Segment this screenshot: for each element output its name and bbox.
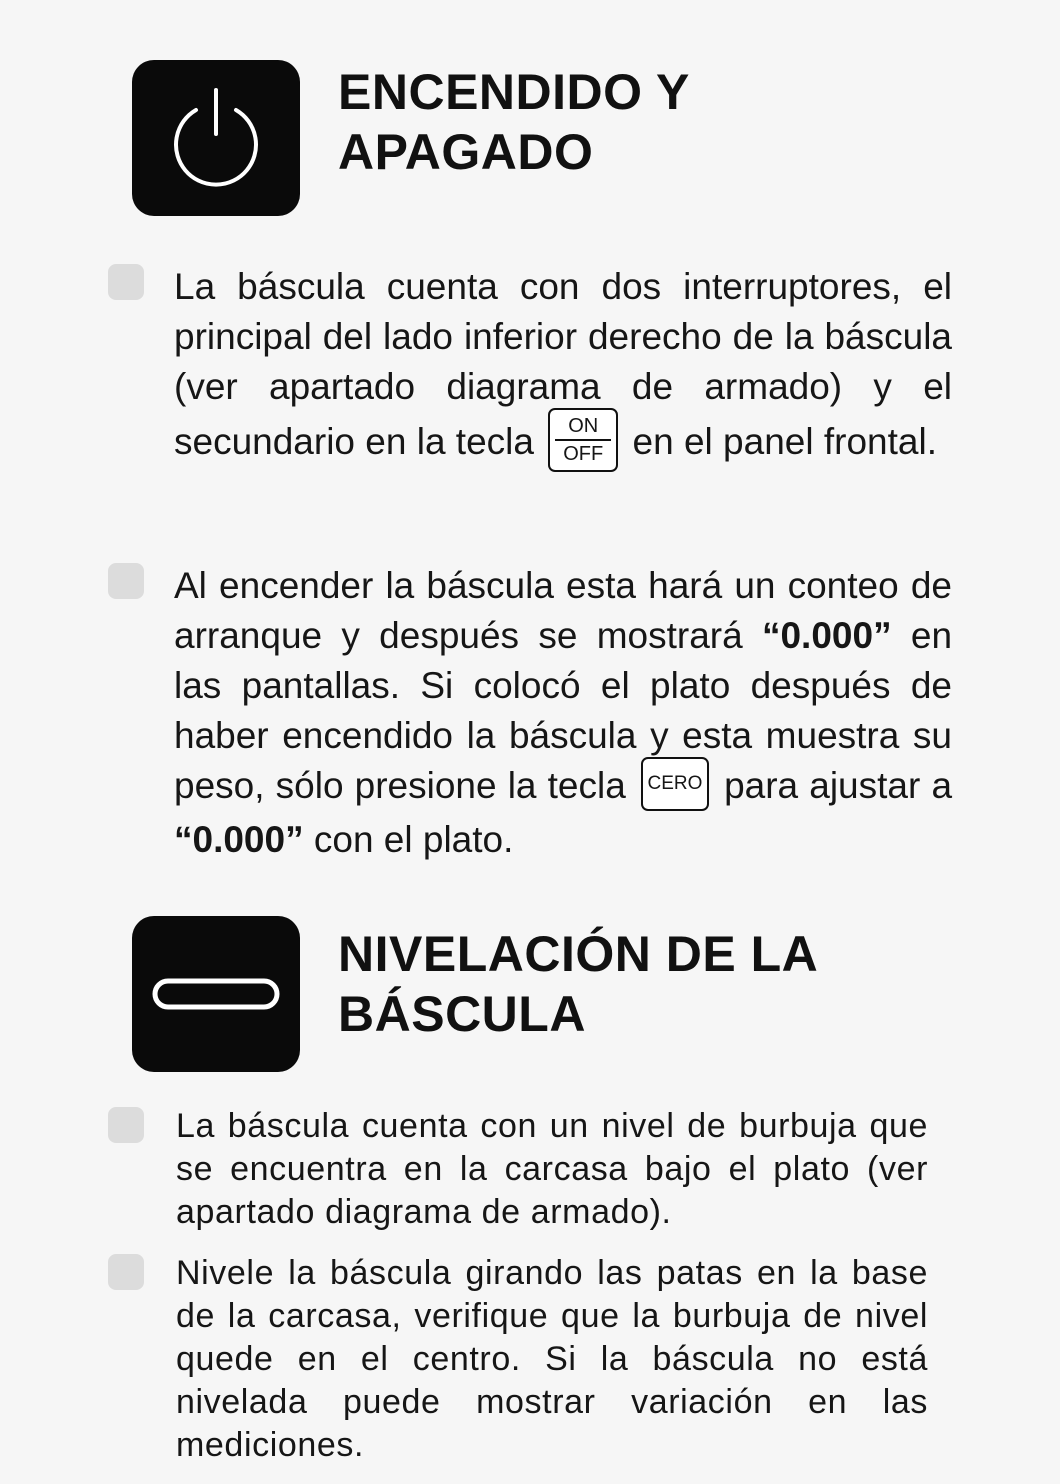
bullet xyxy=(108,1254,144,1290)
title-line: ENCENDIDO Y xyxy=(338,64,690,120)
title-line: BÁSCULA xyxy=(338,986,586,1042)
item-text: La báscula cuenta con un nivel de burbuja que se encuentra en la carcasa bajo el plato (ver apartado diagrama de armado). xyxy=(176,1107,928,1231)
title-line: APAGADO xyxy=(338,124,594,180)
list-item xyxy=(108,262,952,476)
bullet xyxy=(108,563,144,599)
section-title xyxy=(338,924,818,1044)
cero-key-icon: CERO xyxy=(641,757,709,811)
list-item xyxy=(108,561,952,865)
section-encendido xyxy=(132,60,690,216)
item-text: Al encender la báscula esta hará un conteo de arranque y después se mostrará “0.000” en las pantallas. Si colocó el plato después de haber encendido la báscula y esta muestra su peso, sólo presione la tecla CERO para ajustar a “0.000” con el plato. xyxy=(174,565,953,861)
bullet xyxy=(108,264,144,300)
bullet xyxy=(108,1107,144,1143)
on-off-key-icon: ON OFF xyxy=(548,408,618,472)
list-item xyxy=(108,1105,928,1234)
section-nivelacion xyxy=(132,916,818,1072)
section-title xyxy=(338,62,690,182)
level-bar-icon xyxy=(152,977,280,1011)
power-icon xyxy=(166,88,266,188)
item-text: Nivele la báscula girando las patas en la base de la carcasa, verifique que la burbuja de nivel quede en el centro. Si la báscula no está nivelada puede mostrar variación en las mediciones. xyxy=(176,1254,928,1464)
level-icon-box xyxy=(132,916,300,1072)
power-icon-box xyxy=(132,60,300,216)
item-text: La báscula cuenta con dos interruptores, el principal del lado inferior derecho de la báscula (ver apartado diagrama de armado) y el secundario en la tecla ON OFF en el panel frontal. xyxy=(174,262,952,476)
list-item xyxy=(108,1252,928,1467)
title-line: NIVELACIÓN DE LA xyxy=(338,926,819,982)
